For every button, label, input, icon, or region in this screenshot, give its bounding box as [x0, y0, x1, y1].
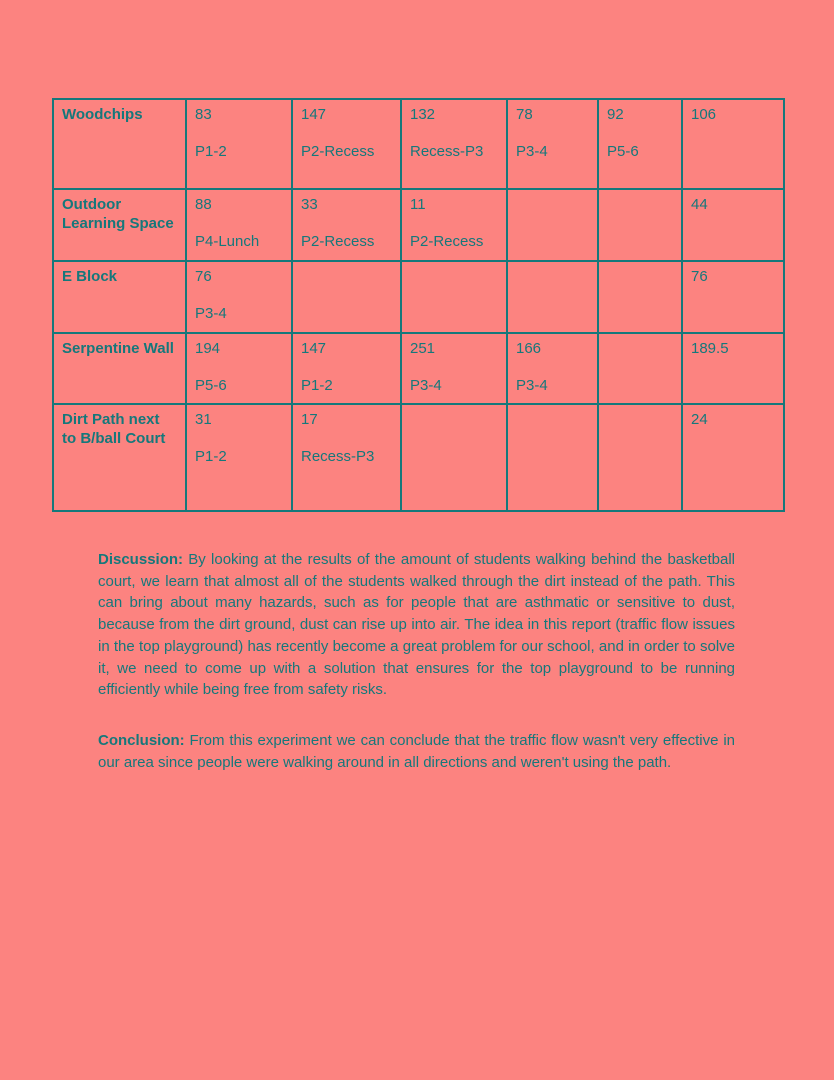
- cell-value: 31: [195, 411, 212, 428]
- cell-period: Recess-P3: [301, 447, 375, 465]
- table-cell: [401, 99, 507, 189]
- table-cell: [186, 404, 292, 511]
- cell-value: 76: [195, 268, 212, 285]
- cell-value: 11: [410, 196, 426, 213]
- table-cell: [507, 404, 598, 511]
- table-cell: [507, 189, 598, 261]
- conclusion-heading: Conclusion:: [98, 731, 185, 749]
- cell-value: 132: [410, 106, 436, 123]
- table-cell: [598, 404, 682, 511]
- cell-value: 17: [301, 411, 318, 428]
- cell-period: P2-Recess: [301, 232, 375, 250]
- cell-value: 147: [301, 106, 327, 123]
- cell-value: 166: [516, 340, 542, 357]
- cell-value: 33: [301, 196, 318, 213]
- table-row: [53, 404, 784, 511]
- cell-value: 106: [691, 106, 717, 123]
- cell-value: 147: [301, 340, 327, 357]
- cell-period: P1-2: [195, 142, 227, 160]
- table-cell: [401, 189, 507, 261]
- cell-value: 78: [516, 106, 533, 123]
- cell-value: 24: [691, 411, 708, 428]
- cell-period: P1-2: [301, 376, 333, 394]
- cell-period: Recess-P3: [410, 142, 484, 160]
- table-cell: [598, 333, 682, 404]
- table-cell: [186, 99, 292, 189]
- cell-period: P3-4: [195, 304, 227, 322]
- row-label: Outdoor Learning Space: [53, 189, 186, 261]
- cell-period: P5-6: [195, 376, 227, 394]
- table-cell: [682, 189, 784, 261]
- cell-value: 92: [607, 106, 624, 123]
- table-cell: [401, 333, 507, 404]
- discussion-paragraph: [98, 549, 735, 701]
- cell-period: P3-4: [410, 376, 442, 394]
- table-row: [53, 189, 784, 261]
- table-cell: [598, 261, 682, 333]
- cell-period: P3-4: [516, 142, 548, 160]
- cell-period: P5-6: [607, 142, 639, 160]
- table-cell: [682, 99, 784, 189]
- table-cell: [292, 404, 401, 511]
- row-label: Dirt Path next to B/ball Court: [53, 404, 186, 511]
- table-cell: [186, 333, 292, 404]
- cell-value: 189.5: [691, 340, 729, 357]
- table-row: [53, 333, 784, 404]
- table-cell: [682, 404, 784, 511]
- cell-period: P1-2: [195, 447, 227, 465]
- table-cell: [292, 261, 401, 333]
- table-cell: [292, 99, 401, 189]
- conclusion-paragraph: [98, 730, 735, 773]
- cell-value: 194: [195, 340, 221, 357]
- table-cell: [292, 333, 401, 404]
- discussion-body: By looking at the results of the amount of students walking behind the basketball court, we learn that almost all of the students walked through the dirt instead of the path. This can bring about many hazards, such as for people that are asthmatic or sensitive to dust, because from the dirt ground, dust can rise up into air. The idea in this report (traffic flow issues in the top playground) has recently become a great problem for our school, and in order to solve it, we need to come up with a solution that ensures for the top playground to be running efficiently while being free from safety risks.: [98, 551, 735, 699]
- cell-value: 83: [195, 106, 212, 123]
- results-table: [52, 98, 785, 512]
- table-cell: [186, 189, 292, 261]
- cell-value: 44: [691, 196, 708, 213]
- row-label: E Block: [53, 261, 186, 333]
- table-cell: [598, 189, 682, 261]
- table-cell: [682, 261, 784, 333]
- table-cell: [292, 189, 401, 261]
- table-cell: [682, 333, 784, 404]
- text-block: [98, 549, 735, 773]
- conclusion-body: From this experiment we can conclude that the traffic flow wasn't very effective in our area since people were walking around in all directions and weren't using the path.: [98, 731, 735, 771]
- cell-value: 88: [195, 196, 212, 213]
- cell-period: P3-4: [516, 376, 548, 394]
- table-cell: [401, 404, 507, 511]
- table-cell: [507, 261, 598, 333]
- table-cell: [401, 261, 507, 333]
- row-label: Woodchips: [53, 99, 186, 189]
- cell-value: 251: [410, 340, 436, 357]
- discussion-heading: Discussion:: [98, 551, 184, 568]
- table-cell: [598, 99, 682, 189]
- cell-period: P2-Recess: [410, 232, 484, 250]
- cell-period: P4-Lunch: [195, 232, 260, 250]
- table-row: [53, 99, 784, 189]
- cell-period: P2-Recess: [301, 142, 375, 160]
- table-cell: [507, 99, 598, 189]
- cell-value: 76: [691, 268, 708, 285]
- table-cell: [186, 261, 292, 333]
- table-row: [53, 261, 784, 333]
- table-cell: [507, 333, 598, 404]
- row-label: Serpentine Wall: [53, 333, 186, 404]
